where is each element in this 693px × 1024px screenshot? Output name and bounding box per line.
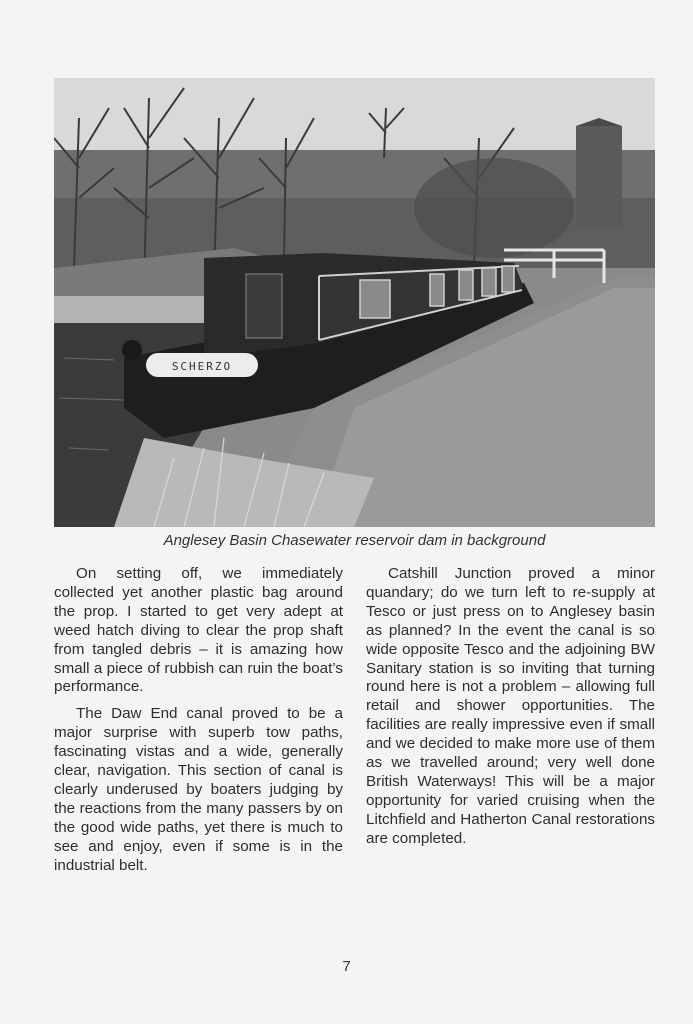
paragraph: The Daw End canal proved to be a major surprise with superb tow paths, fascinating vistas and a wide, generally clear, navigation. This section of canal is clearly underused by boaters judging by the reactions from the many passers by on the good wide paths, yet there is much to see and enjoy, even if some is in the industrial belt. [54,705,343,874]
boat-name-text: SCHERZO [171,360,233,373]
paragraph: Catshill Junction proved a minor quandary; do we turn left to re-supply at Tesco or just press on to Anglesey basin as planned? In the event the canal is so wide opposite Tesco and the adjoining BW Sanitary station is so inviting that turning round here is not a problem – allowing full retail and shower opportunities. The facilities are really impressive even if small and we decided to make more use of them as we travelled around; very well done British Waterways! This will be a major opportunity for varied cruising when the Litchfield and Hatherton Canal restorations are completed. [366,565,655,847]
left-text-column [54,565,343,884]
narrowboat-photo-illustration [54,78,655,527]
page-number: 7 [342,958,351,975]
photo-caption: Anglesey Basin Chasewater reservoir dam in background [163,532,546,549]
canal-photo [54,78,655,527]
right-text-column [366,565,655,857]
paragraph: On setting off, we immediately collected yet another plastic bag around the prop. I started to get very adept at weed hatch diving to clear the prop shaft from tangled debris – it is amazing how small a piece of rubbish can ruin the boat’s performance. [54,565,343,696]
